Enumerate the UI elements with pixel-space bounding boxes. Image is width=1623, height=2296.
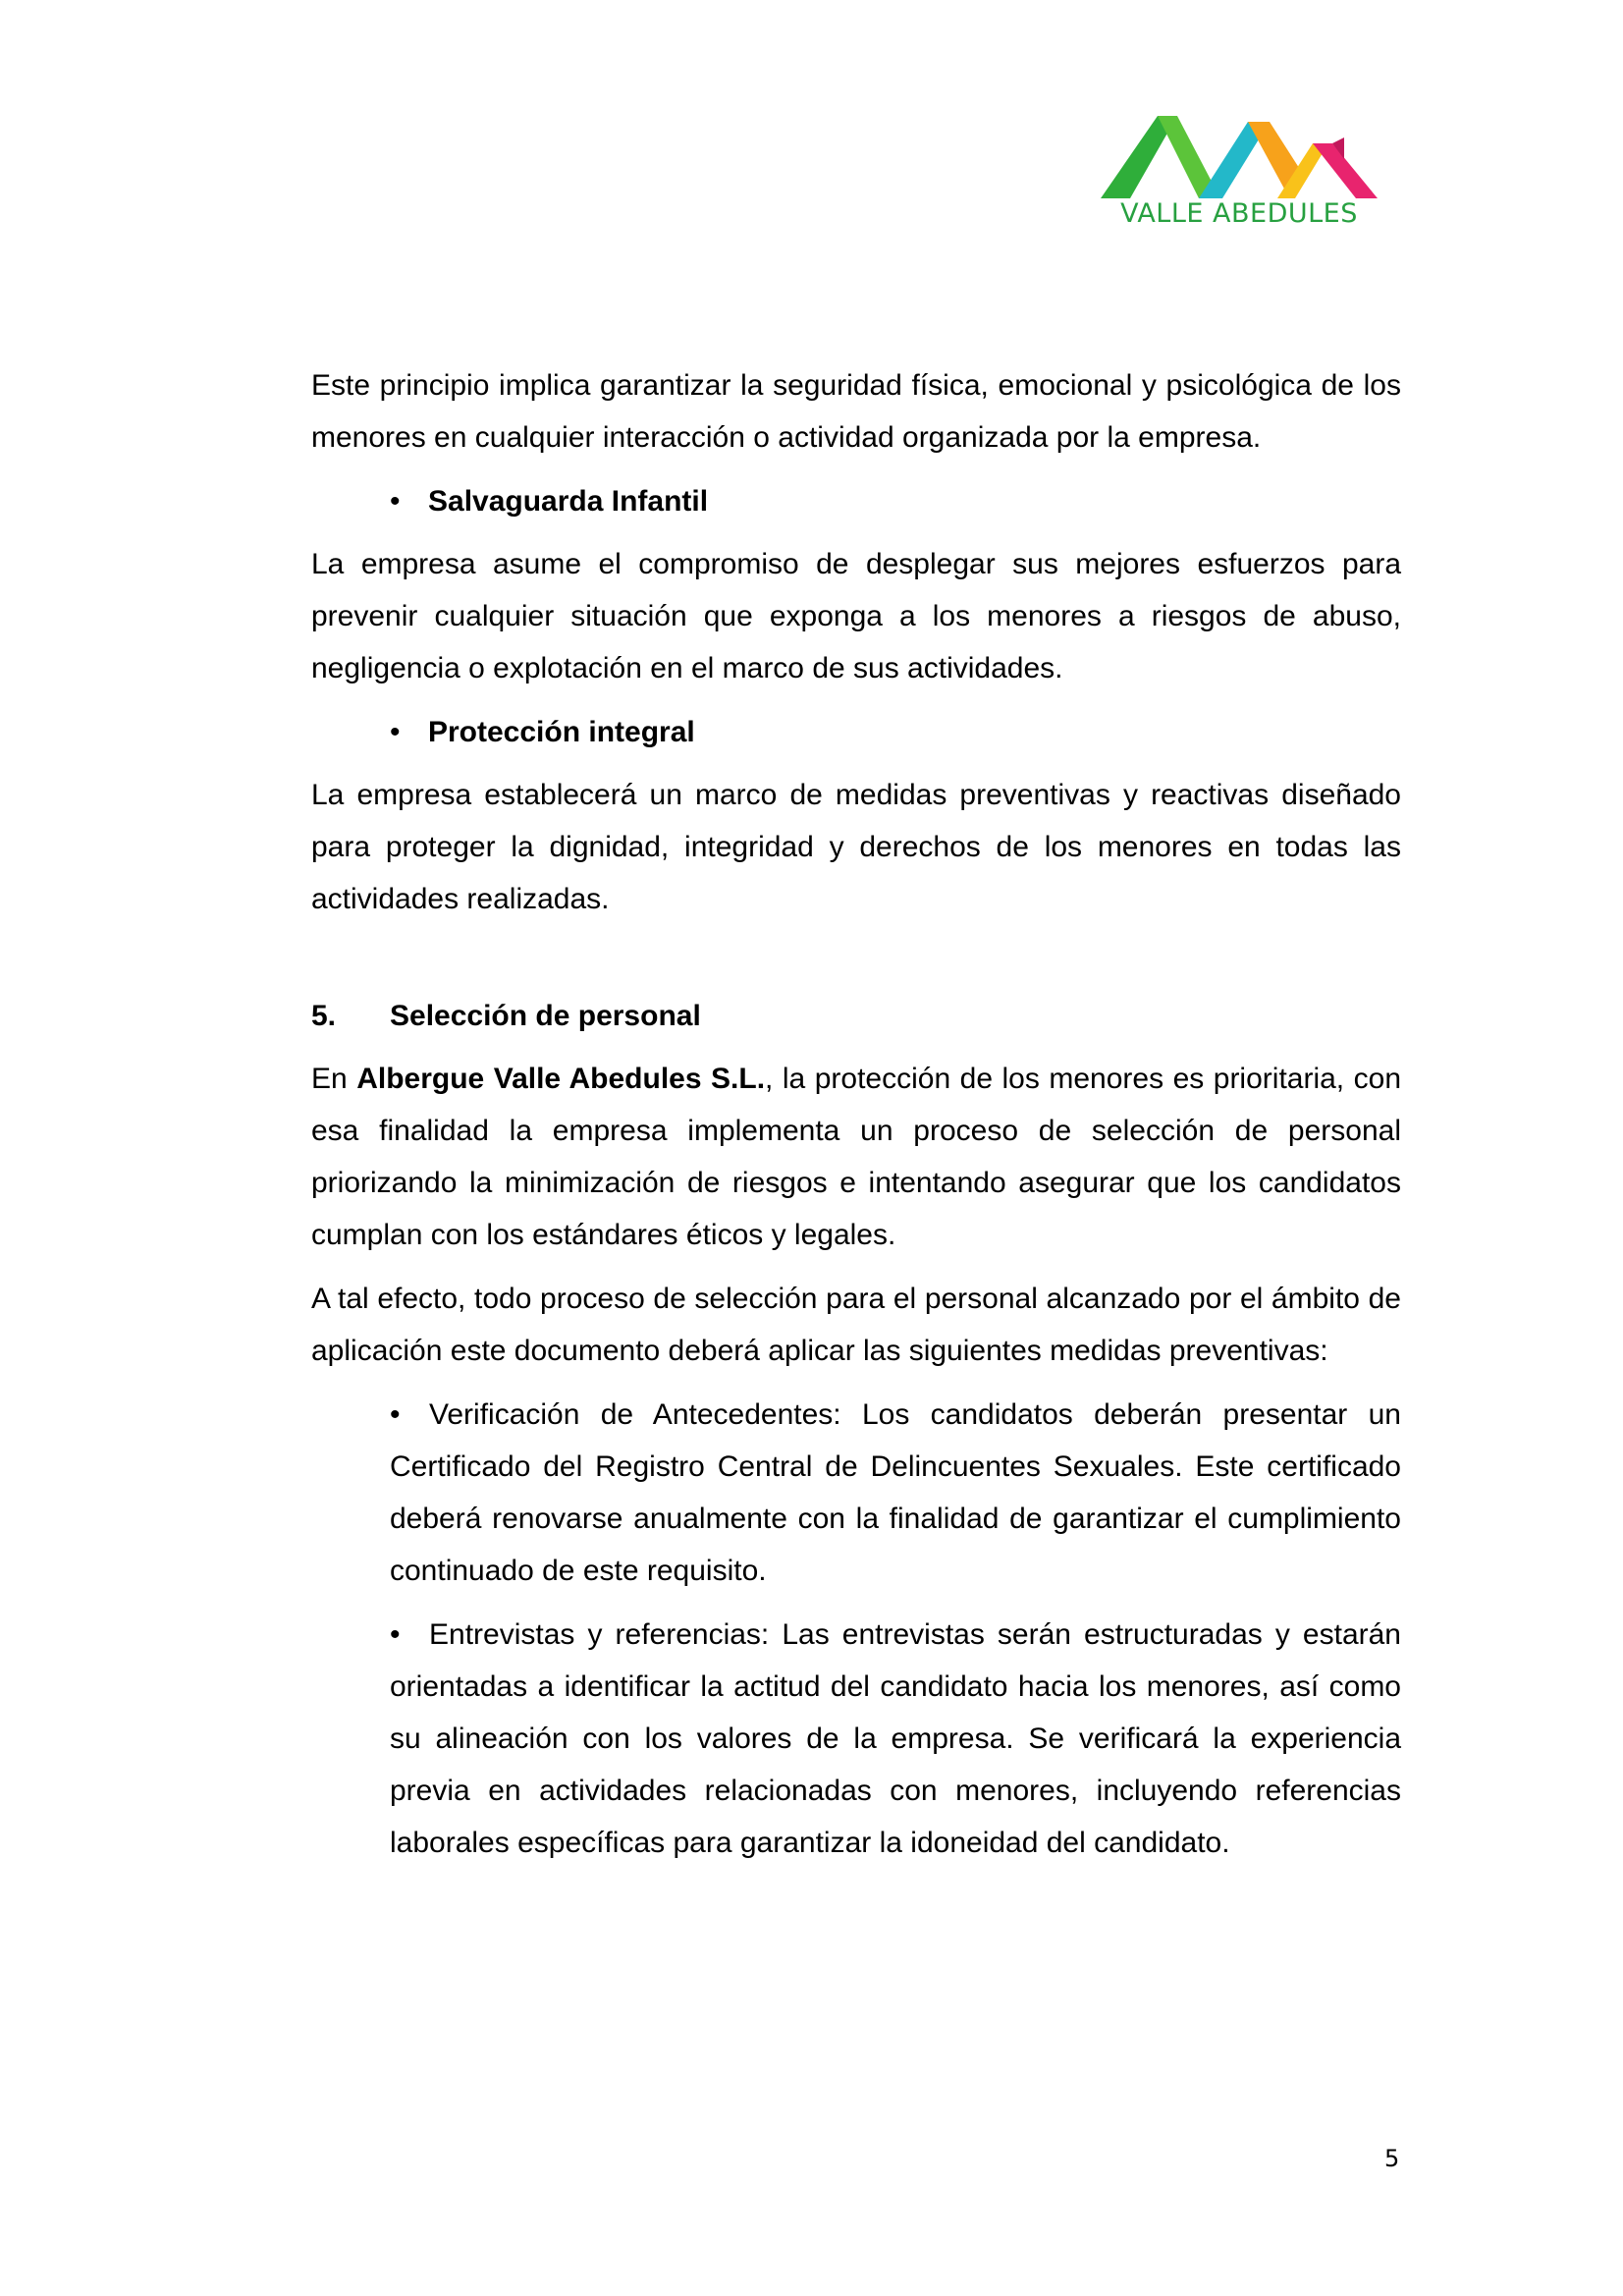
bullet-icon: • <box>390 716 401 748</box>
bullet-icon: • <box>390 1398 401 1431</box>
page-number: 5 <box>1384 2145 1400 2172</box>
section-paragraph: A tal efecto, todo proceso de selección para el personal alcanzado por el ámbito de aplicación este documento deberá aplicar las siguientes medidas preventivas: <box>311 1283 1401 1367</box>
principle-item <box>311 475 1401 527</box>
principle-text: La empresa asume el compromiso de desplegar sus mejores esfuerzos para prevenir cualquier situación que exponga a los menores a riesgos de abuso, negligencia o explotación en el marco de sus actividades. <box>311 548 1401 684</box>
para-rest: , la protección de los menores es prioritaria, con esa finalidad la empresa implementa un proceso de selección de personal priorizando la minimización de riesgos e intentando asegurar que los candidatos cumplan con los estándares éticos y legales. <box>311 1063 1402 1251</box>
section-paragraph <box>311 1053 1401 1261</box>
bullet-icon: • <box>390 1618 401 1651</box>
measure-text: Verificación de Antecedentes: Los candidatos deberán presentar un Certificado del Registro Central de Delincuentes Sexuales. Este certificado deberá renovarse anualmente con la finalidad de garantizar el cumplimiento continuado de este requisito. <box>390 1398 1401 1587</box>
bullet-icon: • <box>390 485 401 518</box>
para-prefix: En <box>311 1063 357 1095</box>
principle-title: Salvaguarda Infantil <box>428 485 709 518</box>
section-title: Selección de personal <box>390 1000 701 1032</box>
document-body <box>311 359 1401 1881</box>
principle-title: Protección integral <box>428 716 695 748</box>
intro-paragraph: Este principio implica garantizar la seguridad física, emocional y psicológica de los menores en cualquier interacción o actividad organizada por la empresa. <box>311 369 1401 454</box>
mountain-logo-icon <box>1101 110 1378 200</box>
logo-text: VALLE ABEDULES <box>1120 198 1358 229</box>
section-heading <box>311 990 1401 1042</box>
measure-text: Entrevistas y referencias: Las entrevistas serán estructuradas y estarán orientadas a identificar la actitud del candidato hacia los menores, así como su alineación con los valores de la empresa. Se verificará la experiencia previa en actividades relacionadas con menores, incluyendo referencias laborales específicas para garantizar la idoneidad del candidato. <box>390 1618 1401 1859</box>
principle-text: La empresa establecerá un marco de medidas preventivas y reactivas diseñado para proteger la dignidad, integridad y derechos de los menores en todas las actividades realizadas. <box>311 779 1401 915</box>
company-logo <box>1073 104 1405 236</box>
section-number: 5. <box>311 1000 337 1032</box>
measure-item <box>311 1609 1401 1869</box>
company-name: Albergue Valle Abedules S.L. <box>356 1063 766 1095</box>
measures-list <box>311 1389 1401 1869</box>
principle-item <box>311 706 1401 758</box>
measure-item <box>311 1389 1401 1597</box>
